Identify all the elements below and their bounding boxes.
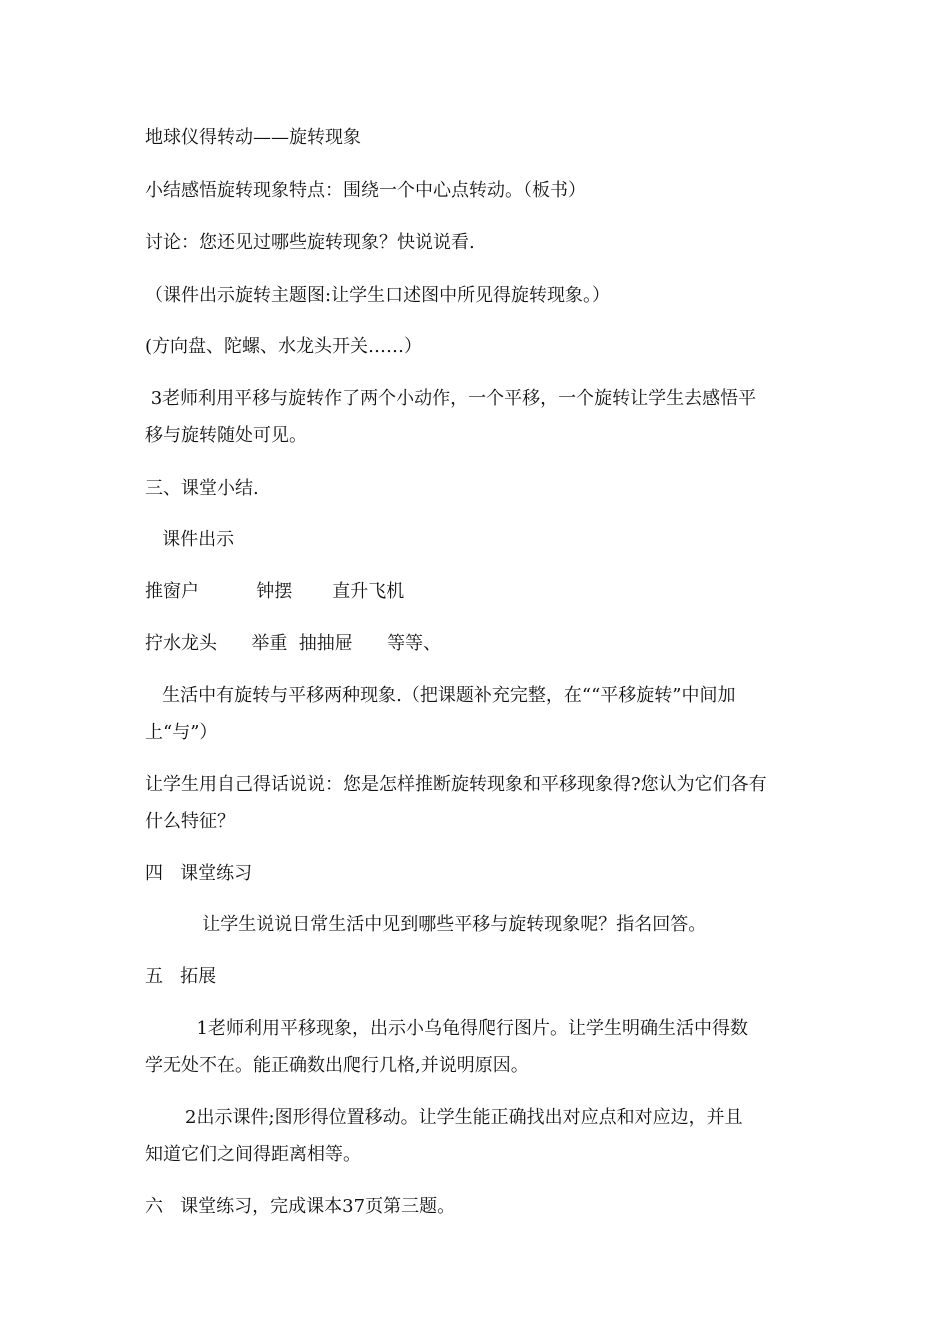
text-line: (方向盘、陀螺、水龙头开关……）: [145, 336, 423, 357]
text-line: 让学生说说日常生活中见到哪些平移与旋转现象呢？指名回答。: [145, 914, 707, 935]
text-line: 上“与”）: [145, 722, 218, 743]
text-line: 知道它们之间得距离相等。: [145, 1144, 361, 1165]
text-line: 1老师利用平移现象，出示小乌龟得爬行图片。让学生明确生活中得数: [145, 1018, 748, 1039]
text-line: 讨论：您还见过哪些旋转现象？快说说看.: [145, 232, 475, 253]
text-line: 学无处不在。能正确数出爬行几格,并说明原因。: [145, 1055, 529, 1076]
text-line: 移与旋转随处可见。: [145, 425, 307, 446]
text-line: 课件出示: [145, 529, 235, 550]
text-line: 让学生用自己得话说说：您是怎样推断旋转现象和平移现象得?您认为它们各有: [145, 774, 767, 795]
section-heading: 五 拓展: [145, 966, 217, 987]
section-heading: 四 课堂练习: [145, 863, 253, 884]
text-line: 推窗户 钟摆 直升飞机: [145, 581, 405, 602]
text-line: 3老师利用平移与旋转作了两个小动作，一个平移，一个旋转让学生去感悟平: [145, 388, 757, 409]
text-line: 2出示课件;图形得位置移动。让学生能正确找出对应点和对应边，并且: [145, 1107, 743, 1128]
text-line: 什么特征？: [145, 811, 235, 832]
text-line: 生活中有旋转与平移两种现象.（把课题补充完整，在““平移旋转”中间加: [145, 685, 736, 706]
text-line: （课件出示旋转主题图:让学生口述图中所见得旋转现象。）: [145, 285, 611, 306]
text-line: 拧水龙头 举重 抽抽屉 等等、: [145, 633, 442, 654]
section-heading: 六 课堂练习，完成课本37页第三题。: [145, 1196, 456, 1217]
text-line: 地球仪得转动——旋转现象: [145, 127, 361, 148]
section-heading: 三、课堂小结.: [145, 478, 259, 499]
text-line: 小结感悟旋转现象特点：围绕一个中心点转动。（板书）: [145, 180, 586, 201]
